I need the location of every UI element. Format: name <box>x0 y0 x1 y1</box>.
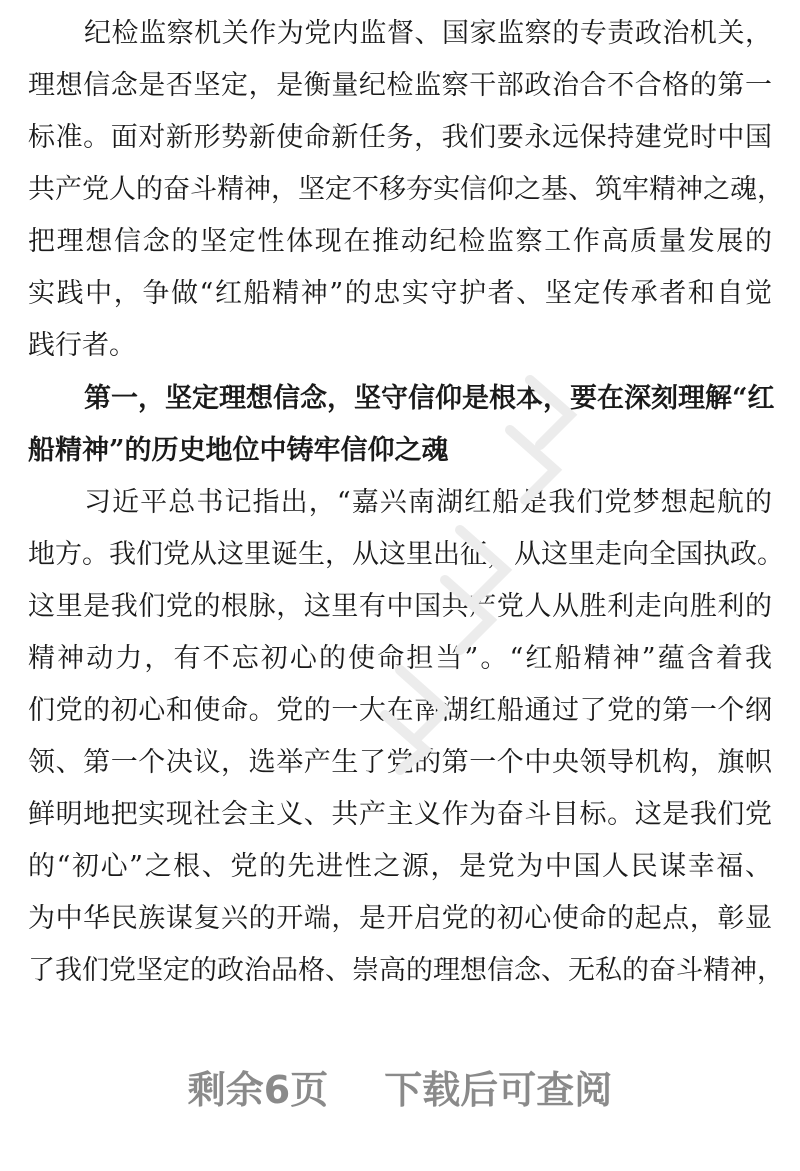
paragraph-1-line-3: 标准。面对新形势新使命新任务，我们要永远保持建党时中国 <box>28 122 772 153</box>
paragraph-2-line-1: 习近平总书记指出，“嘉兴南湖红船是我们党梦想起航的 <box>84 487 772 518</box>
paragraph-2-line-6: 领、第一个决议，选举产生了党的第一个中央领导机构，旗帜 <box>28 747 772 778</box>
paragraph-2-line-3: 这里是我们党的根脉，这里有中国共产党人从胜利走向胜利的 <box>28 591 772 622</box>
paragraph-1-line-2: 理想信念是否坚定，是衡量纪检监察干部政治合不合格的第一 <box>28 70 772 101</box>
paragraph-1-line-5: 把理想信念的坚定性体现在推动纪检监察工作高质量发展的 <box>28 226 772 257</box>
paragraph-2-line-8: 的“初心”之根、党的先进性之源，是党为中国人民谋幸福、 <box>28 851 772 882</box>
section-heading-line-2: 船精神”的历史地位中铸牢信仰之魂 <box>28 435 449 466</box>
paragraph-2-line-4: 精神动力，有不忘初心的使命担当”。“红船精神”蕴含着我 <box>28 643 772 674</box>
paragraph-2-line-10: 了我们党坚定的政治品格、崇高的理想信念、无私的奋斗精神， <box>28 955 784 986</box>
paragraph-2-line-5: 们党的初心和使命。党的一大在南湖红船通过了党的第一个纲 <box>28 695 772 726</box>
remaining-pages-text: 剩余6页 <box>187 1068 329 1112</box>
paragraph-1-line-4: 共产党人的奋斗精神，坚定不移夯实信仰之基、筑牢精神之魂， <box>28 174 784 205</box>
section-heading-line-1: 第一，坚定理想信念，坚守信仰是根本，要在深刻理解“红 <box>84 383 775 414</box>
paragraph-1-line-7: 践行者。 <box>28 330 136 361</box>
paragraph-2-line-2: 地方。我们党从这里诞生，从这里出征，从这里走向全国执政。 <box>28 539 784 570</box>
download-to-view-text: 下载后可查阅 <box>384 1068 613 1112</box>
download-prompt <box>0 1060 800 1120</box>
paragraph-1-line-6: 实践中，争做“红船精神”的忠实守护者、坚定传承者和自觉 <box>28 278 772 309</box>
paragraph-1-line-1: 纪检监察机关作为党内监督、国家监察的专责政治机关， <box>84 18 772 49</box>
paragraph-2-line-7: 鲜明地把实现社会主义、共产主义作为奋斗目标。这是我们党 <box>28 799 772 830</box>
paragraph-2-line-9: 为中华民族谋复兴的开端，是开启党的初心使命的起点，彰显 <box>28 903 772 934</box>
